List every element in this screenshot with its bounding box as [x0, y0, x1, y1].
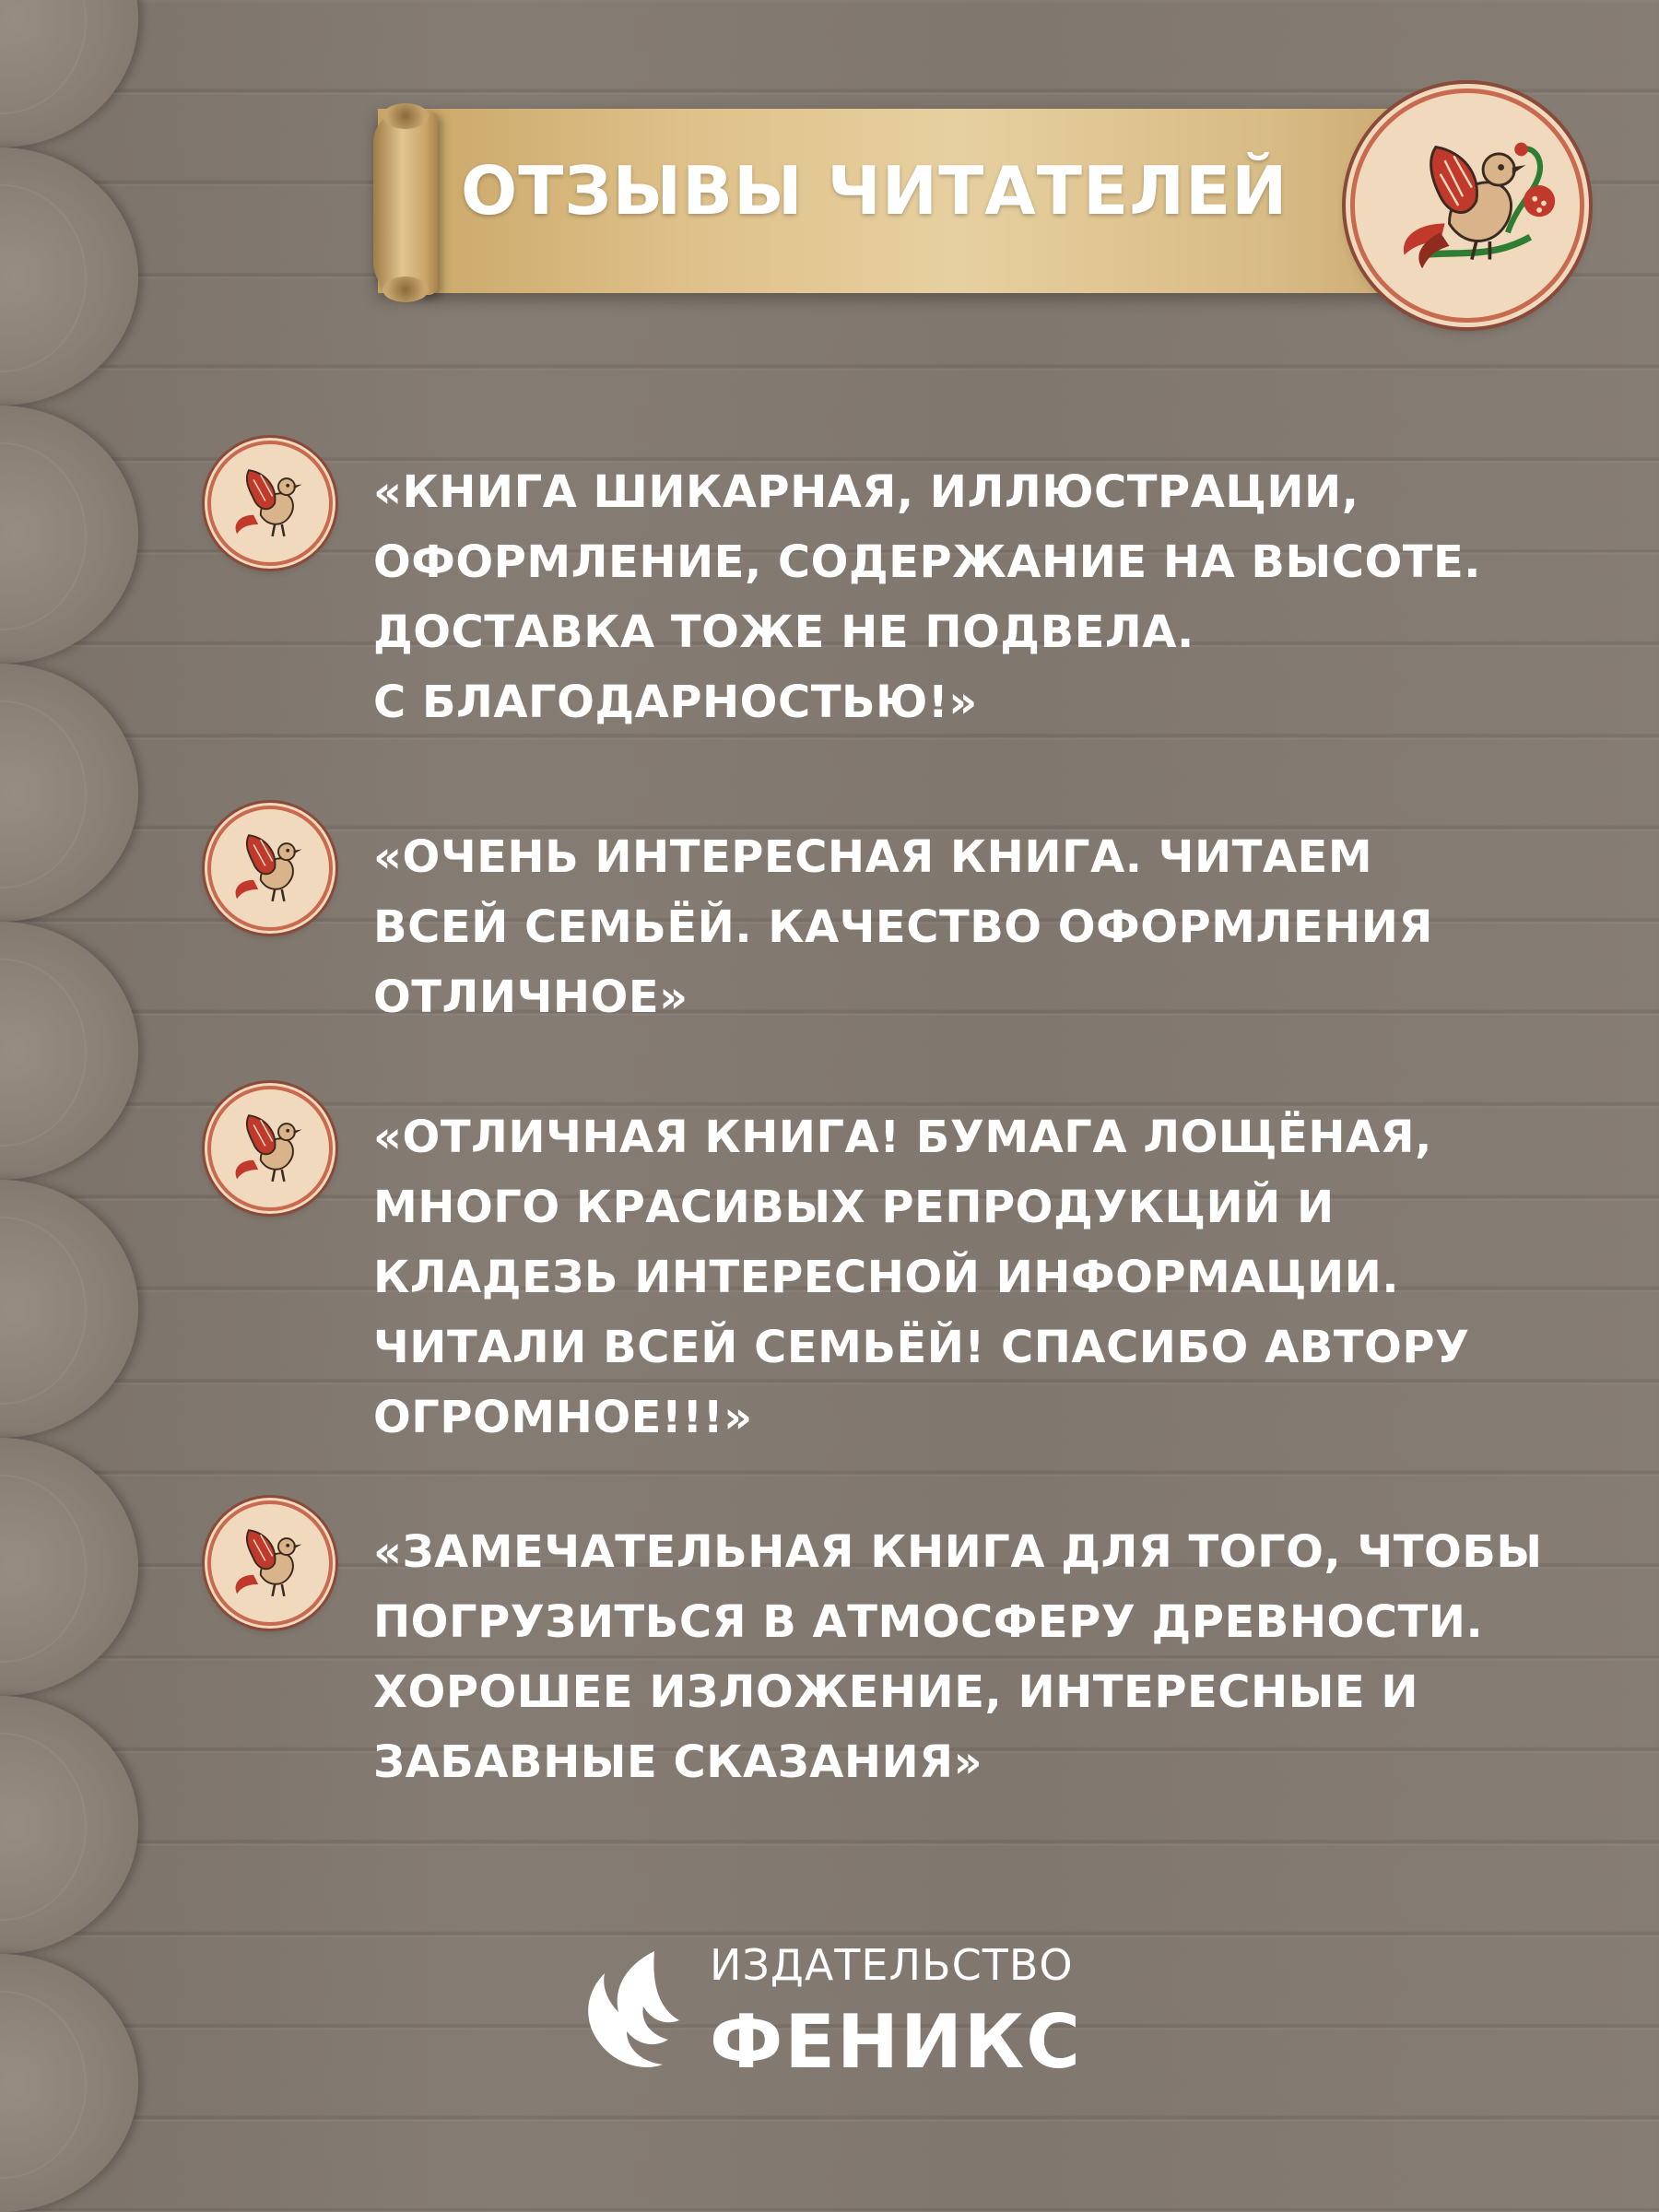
- review-text: «ОТЛИЧНАЯ КНИГА! БУМАГА ЛОЩЁНАЯ, МНОГО КРАСИВЫХ РЕПРОДУКЦИЙ И КЛАДЕЗЬ ИНТЕРЕСНОЙ ИНФОРМАЦИИ. ЧИТАЛИ ВСЕЙ СЕМЬЁЙ! СПАСИБО АВТОРУ ОГРОМНОЕ!!!»: [373, 1112, 1470, 1443]
- bird-icon: [207, 1086, 333, 1211]
- bird-icon: [207, 806, 333, 931]
- review-text: «ЗАМЕЧАТЕЛЬНАЯ КНИГА ДЛЯ ТОГО, ЧТОБЫ ПОГРУЗИТЬСЯ В АТМОСФЕРУ ДРЕВНОСТИ. ХОРОШЕЕ ИЗЛОЖЕНИЕ, ИНТЕРЕСНЫЕ И ЗАБАВНЫЕ СКАЗАНИЯ»: [373, 1526, 1543, 1788]
- logo-subtitle: ИЗДАТЕЛЬСТВО: [710, 1940, 1074, 1990]
- review-text: «КНИГА ШИКАРНАЯ, ИЛЛЮСТРАЦИИ, ОФОРМЛЕНИЕ, СОДЕРЖАНИЕ НА ВЫСОТЕ. ДОСТАВКА ТОЖЕ НЕ ПОДВЕЛА. С БЛАГОДАРНОСТЬЮ!»: [373, 466, 1482, 728]
- bird-icon: [207, 441, 333, 566]
- review-text: «ОЧЕНЬ ИНТЕРЕСНАЯ КНИГА. ЧИТАЕМ ВСЕЙ СЕМЬЁЙ. КАЧЕСТВО ОФОРМЛЕНИЯ ОТЛИЧНОЕ»: [373, 831, 1433, 1023]
- bird-icon: [1350, 88, 1584, 323]
- publisher-logo: [571, 1940, 1088, 2097]
- page-title: ОТЗЫВЫ ЧИТАТЕЛЕЙ: [461, 152, 1288, 229]
- bird-icon: [207, 1500, 333, 1626]
- phoenix-flame-icon: [571, 1946, 710, 2084]
- log-cabin-decoration: [0, 0, 194, 2211]
- scroll-roll-decoration: [373, 111, 438, 295]
- logo-title: ФЕНИКС: [710, 1999, 1082, 2085]
